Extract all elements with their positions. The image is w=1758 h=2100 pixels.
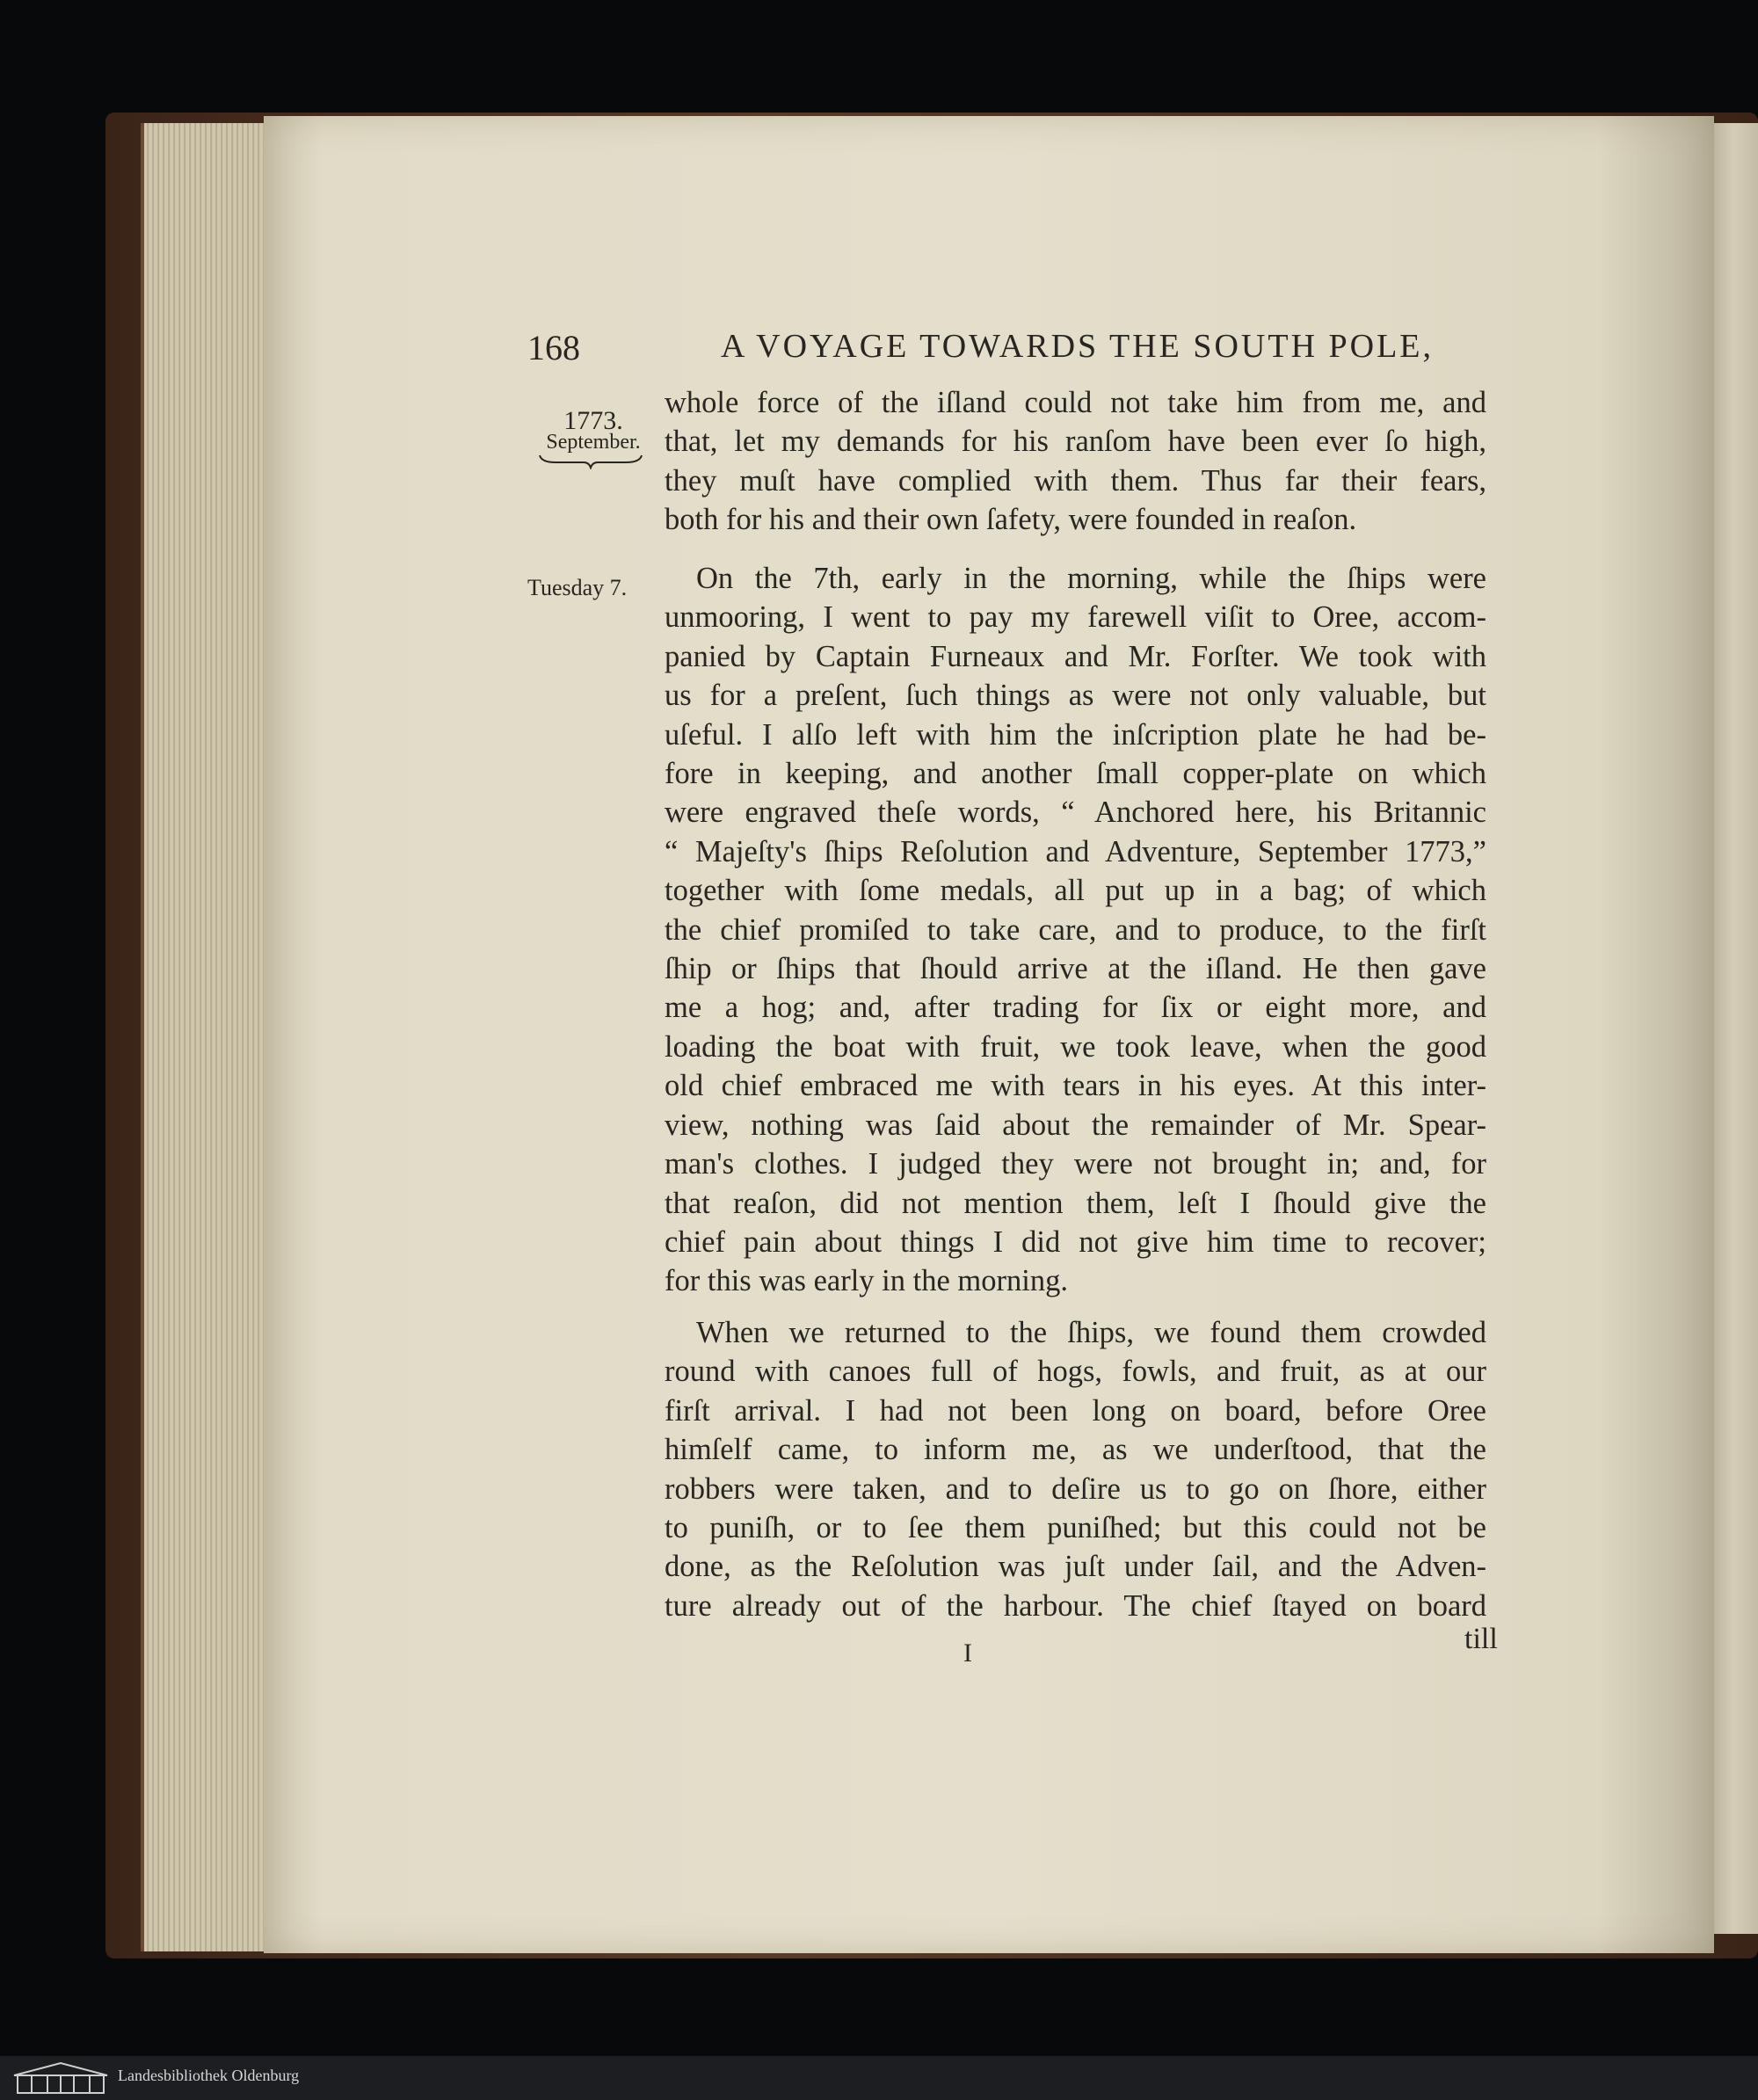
library-footer [0,2056,1758,2100]
paragraph-2 [665,559,1486,1301]
text-line: for this was early in the morning. [665,1264,1068,1298]
text-line: us for a preſent, ſuch things as were not only valuable, but [665,679,1486,713]
text-line: view, nothing was ſaid about the remainder of Mr. Spear- [665,1108,1486,1142]
text-line: together with ſome medals, all put up in a bag; of which [665,874,1486,908]
text-line: whole force of the iſland could not take him from me, and [665,386,1486,419]
text-line: fore in keeping, and another ſmall copper-plate on which [665,757,1486,791]
text-line: “ Majeſty's ſhips Reſolution and Adventure, September 1773,” [665,834,1486,868]
text-line: uſeful. I alſo left with him the inſcription plate he had be- [665,717,1486,752]
text-line: me a hog; and, after trading for ſix or eight more, and [665,991,1486,1025]
text-line: chief pain about things I did not give him time to recover; [665,1224,1486,1259]
margin-year: 1773. [563,406,623,435]
text-line: old chief embraced me with tears in his eyes. At this inter- [665,1069,1486,1103]
text-line: to puniſh, or to ſee them puniſhed; but this could not be [665,1511,1486,1545]
text-line: unmooring, I went to pay my farewell viſit to Oree, accom- [665,600,1486,635]
running-title: A VOYAGE TOWARDS THE SOUTH POLE, [721,328,1435,365]
text-line: On the 7th, early in the morning, while the ſhips were [696,562,1486,595]
library-building-icon [12,2061,109,2095]
text-line: firſt arrival. I had not been long on board, before Oree [665,1393,1486,1428]
margin-date: Tuesday 7. [527,575,628,600]
text-line: that reaſon, did not mention them, leſt I ſhould give the [665,1186,1486,1220]
margin-month: September. [546,431,641,454]
text-line: When we returned to the ſhips, we found them crowded [696,1316,1486,1349]
text-line: loading the boat with fruit, we took leave, when the good [665,1029,1486,1064]
page-number: 168 [527,328,580,367]
catchword: till [1464,1623,1498,1655]
text-line: man's clothes. I judged they were not brought in; and, for [665,1147,1486,1181]
text-line: were engraved theſe words, “ Anchored here, his Britannic [665,796,1486,830]
paragraph-3 [665,1313,1486,1625]
text-line: ſhip or ſhips that ſhould arrive at the iſland. He then gave [665,952,1486,986]
text-line: they muſt have complied with them. Thus far their fears, [665,463,1486,498]
text-line: the chief promiſed to take care, and to produce, to the firſt [665,912,1486,947]
text-line: panied by Captain Furneaux and Mr. Forſter. We took with [665,639,1486,673]
paragraph-1 [665,383,1486,540]
text-line: ture already out of the harbour. The chief ſtayed on board [665,1588,1486,1623]
text-line: round with canoes full of hogs, fowls, and fruit, as at our [665,1355,1486,1389]
text-line: done, as the Reſolution was juſt under ſail, and the Adven- [665,1550,1486,1584]
signature-mark: I [963,1639,972,1668]
text-line: himſelf came, to inform me, as we underſtood, that the [665,1433,1486,1467]
text-line: both for his and their own ſafety, were founded in reaſon. [665,503,1357,537]
margin-brace [538,452,643,469]
text-line: robbers were taken, and to deſire us to go on ſhore, either [665,1471,1486,1506]
library-name: Landesbibliothek Oldenburg [118,2067,300,2084]
text-line: that, let my demands for his ranſom have been ever ſo high, [665,425,1486,459]
